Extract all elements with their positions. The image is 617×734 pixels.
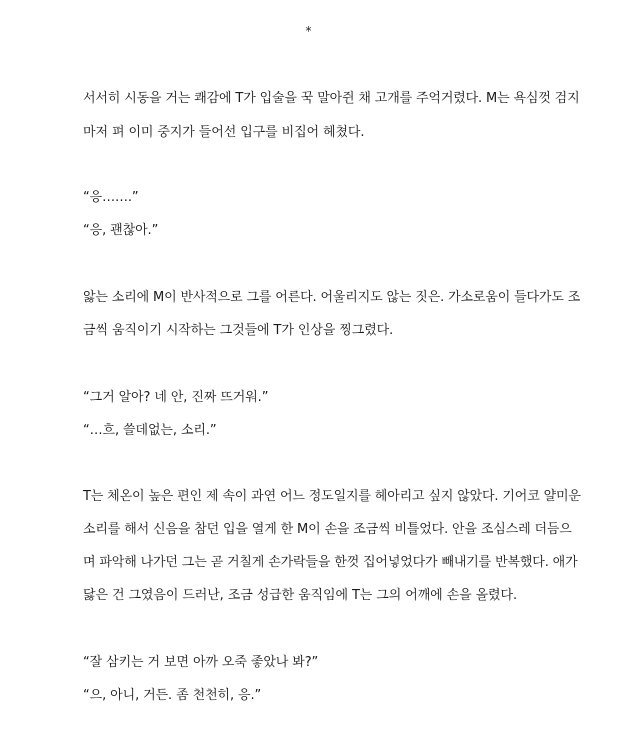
text-line: 서서히 시동을 거는 쾌감에 T가 입술을 꾹 말아쥔 채 고개를 주억거렸다. M는 욕심껏 검지: [83, 91, 580, 106]
text-line: 며 파악해 나가던 그는 곧 거칠게 손가락들을 한껏 집어넣었다가 빼내기를 반복했다. 애가: [83, 555, 578, 570]
section-separator: *: [305, 24, 312, 38]
text-line: T는 체온이 높은 편인 제 속이 과연 어느 정도일지를 헤아리고 싶지 않았다. 기어코 얄미운: [83, 489, 581, 504]
dialogue-line: “그거 알아? 네 안, 진짜 뜨거워.”: [83, 390, 269, 405]
dialogue-line: “응, 괜찮아.”: [83, 223, 159, 238]
text-line: 닳은 건 그였음이 드러난, 조금 성급한 움직임에 T는 그의 어깨에 손을 올렸다.: [83, 588, 518, 603]
text-line: 마저 펴 이미 중지가 들어선 입구를 비집어 헤쳤다.: [83, 125, 365, 140]
text-line: 소리를 해서 신음을 참던 입을 열게 한 M이 손을 조금씩 비틀었다. 안을 조심스레 더듬으: [83, 522, 572, 537]
dialogue-line: “으, 아니, 거든. 좀 천천히, 응.”: [83, 688, 262, 703]
text-line: 앓는 소리에 M이 반사적으로 그를 어른다. 어울리지도 않는 짓은. 가소로움이 들다가도 조: [83, 290, 581, 305]
dialogue-line: “…흐, 쓸데없는, 소리.”: [83, 423, 217, 438]
dialogue-line: “잘 삼키는 거 보면 아까 오죽 좋았나 봐?”: [83, 655, 319, 670]
dialogue-line: “응…….”: [83, 190, 139, 205]
text-line: 금씩 움직이기 시작하는 그것들에 T가 인상을 찡그렸다.: [83, 323, 394, 338]
